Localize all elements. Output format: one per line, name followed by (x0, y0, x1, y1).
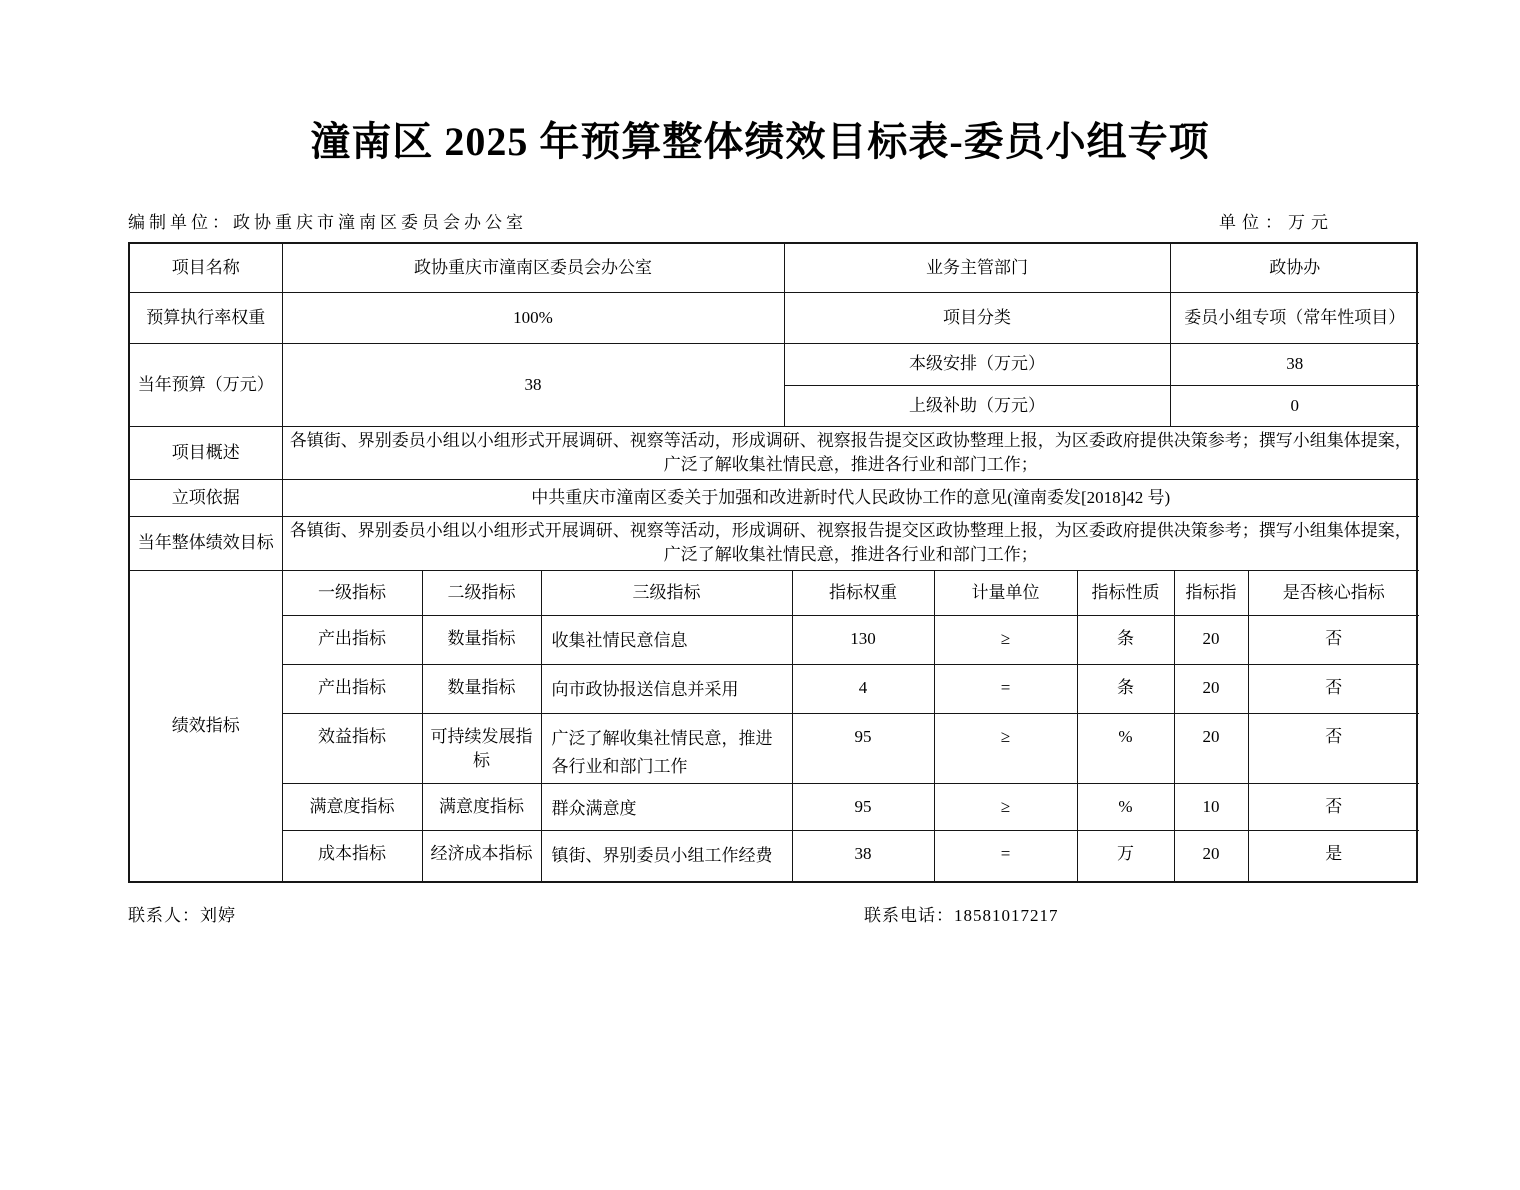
annual-goal-value: 各镇街、界别委员小组以小组形式开展调研、视察等活动，形成调研、视察报告提交区政协整理上报，为区委政府提供决策参考；撰写小组集体提案，广泛了解收集社情民意，推进各行业和部门工作； (282, 516, 1419, 570)
indicator-value: 20 (1174, 665, 1248, 714)
budget-table (128, 242, 1418, 883)
indicator-unit: = (934, 665, 1077, 714)
indicator-nature: 万 (1077, 831, 1174, 881)
project-info-table (130, 244, 1419, 571)
indicator-level1: 产出指标 (282, 616, 422, 665)
page-title: 潼南区 2025 年预算整体绩效目标表-委员小组专项 (310, 119, 1210, 164)
indicator-level3: 广泛了解收集社情民意，推进各行业和部门工作 (541, 714, 792, 784)
document-content (128, 212, 1418, 929)
current-budget-value: 38 (282, 343, 784, 426)
annual-goal-label: 当年整体绩效目标 (130, 516, 282, 570)
indicator-row (130, 831, 1419, 881)
local-arrangement-label: 本级安排（万元） (784, 343, 1170, 385)
indicator-core: 否 (1248, 784, 1419, 831)
indicator-nature: % (1077, 784, 1174, 831)
current-budget-label: 当年预算（万元） (130, 343, 282, 426)
indicator-core: 否 (1248, 665, 1419, 714)
col-header-value: 指标指 (1174, 571, 1248, 616)
contact-phone: 联系电话：18581017217 (864, 905, 1059, 925)
indicator-core: 否 (1248, 714, 1419, 784)
indicator-unit: ≥ (934, 714, 1077, 784)
performance-indicator-table (130, 571, 1419, 881)
project-overview-label: 项目概述 (130, 426, 282, 479)
indicator-level3: 群众满意度 (541, 784, 792, 831)
indicator-level1: 成本指标 (282, 831, 422, 881)
local-arrangement-value: 38 (1170, 343, 1419, 385)
table-row (130, 343, 1419, 385)
col-header-core: 是否核心指标 (1248, 571, 1419, 616)
indicator-level2: 可持续发展指标 (422, 714, 541, 784)
indicator-row (130, 784, 1419, 831)
footer-line (128, 905, 1418, 929)
table-row (130, 244, 1419, 292)
indicator-nature: 条 (1077, 616, 1174, 665)
indicator-unit: = (934, 831, 1077, 881)
table-row (130, 292, 1419, 343)
table-row (130, 426, 1419, 479)
dept-value: 政协办 (1170, 244, 1419, 292)
project-name-label: 项目名称 (130, 244, 282, 292)
col-header-nature: 指标性质 (1077, 571, 1174, 616)
indicator-level1: 效益指标 (282, 714, 422, 784)
prepared-by-label: 编制单位：政协重庆市潼南区委员会办公室 (128, 213, 527, 232)
indicator-level2: 满意度指标 (422, 784, 541, 831)
indicator-row (130, 616, 1419, 665)
indicator-weight: 130 (792, 616, 934, 665)
indicator-level3: 镇街、界别委员小组工作经费 (541, 831, 792, 881)
indicator-value: 20 (1174, 714, 1248, 784)
col-header-level2: 二级指标 (422, 571, 541, 616)
approval-basis-label: 立项依据 (130, 479, 282, 516)
meta-line (128, 212, 1418, 234)
indicator-core: 否 (1248, 616, 1419, 665)
superior-subsidy-label: 上级补助（万元） (784, 385, 1170, 426)
superior-subsidy-value: 0 (1170, 385, 1419, 426)
indicator-weight: 95 (792, 784, 934, 831)
project-category-value: 委员小组专项（常年性项目） (1170, 292, 1419, 343)
indicator-value: 10 (1174, 784, 1248, 831)
indicator-unit: ≥ (934, 784, 1077, 831)
exec-rate-weight-value: 100% (282, 292, 784, 343)
col-header-level3: 三级指标 (541, 571, 792, 616)
project-overview-value: 各镇街、界别委员小组以小组形式开展调研、视察等活动，形成调研、视察报告提交区政协整理上报，为区委政府提供决策参考；撰写小组集体提案，广泛了解收集社情民意，推进各行业和部门工作； (282, 426, 1419, 479)
indicator-level3: 向市政协报送信息并采用 (541, 665, 792, 714)
indicator-weight: 38 (792, 831, 934, 881)
dept-label: 业务主管部门 (784, 244, 1170, 292)
indicator-level1: 满意度指标 (282, 784, 422, 831)
indicator-header-row (130, 571, 1419, 616)
document-page (0, 116, 1520, 1190)
exec-rate-weight-label: 预算执行率权重 (130, 292, 282, 343)
indicator-unit: ≥ (934, 616, 1077, 665)
unit-label: 单位：万元 (1219, 213, 1334, 232)
indicator-level2: 经济成本指标 (422, 831, 541, 881)
indicator-level2: 数量指标 (422, 665, 541, 714)
indicator-level1: 产出指标 (282, 665, 422, 714)
project-category-label: 项目分类 (784, 292, 1170, 343)
approval-basis-value: 中共重庆市潼南区委关于加强和改进新时代人民政协工作的意见(潼南委发[2018]42 号) (282, 479, 1419, 516)
indicator-value: 20 (1174, 831, 1248, 881)
performance-indicator-label: 绩效指标 (130, 571, 282, 881)
indicator-core: 是 (1248, 831, 1419, 881)
indicator-weight: 95 (792, 714, 934, 784)
contact-person: 联系人：刘婷 (128, 905, 236, 925)
col-header-weight: 指标权重 (792, 571, 934, 616)
col-header-unit: 计量单位 (934, 571, 1077, 616)
indicator-nature: % (1077, 714, 1174, 784)
indicator-nature: 条 (1077, 665, 1174, 714)
indicator-level2: 数量指标 (422, 616, 541, 665)
indicator-weight: 4 (792, 665, 934, 714)
indicator-row (130, 665, 1419, 714)
project-name-value: 政协重庆市潼南区委员会办公室 (282, 244, 784, 292)
indicator-row (130, 714, 1419, 784)
col-header-level1: 一级指标 (282, 571, 422, 616)
table-row (130, 516, 1419, 570)
indicator-value: 20 (1174, 616, 1248, 665)
table-row (130, 479, 1419, 516)
indicator-level3: 收集社情民意信息 (541, 616, 792, 665)
